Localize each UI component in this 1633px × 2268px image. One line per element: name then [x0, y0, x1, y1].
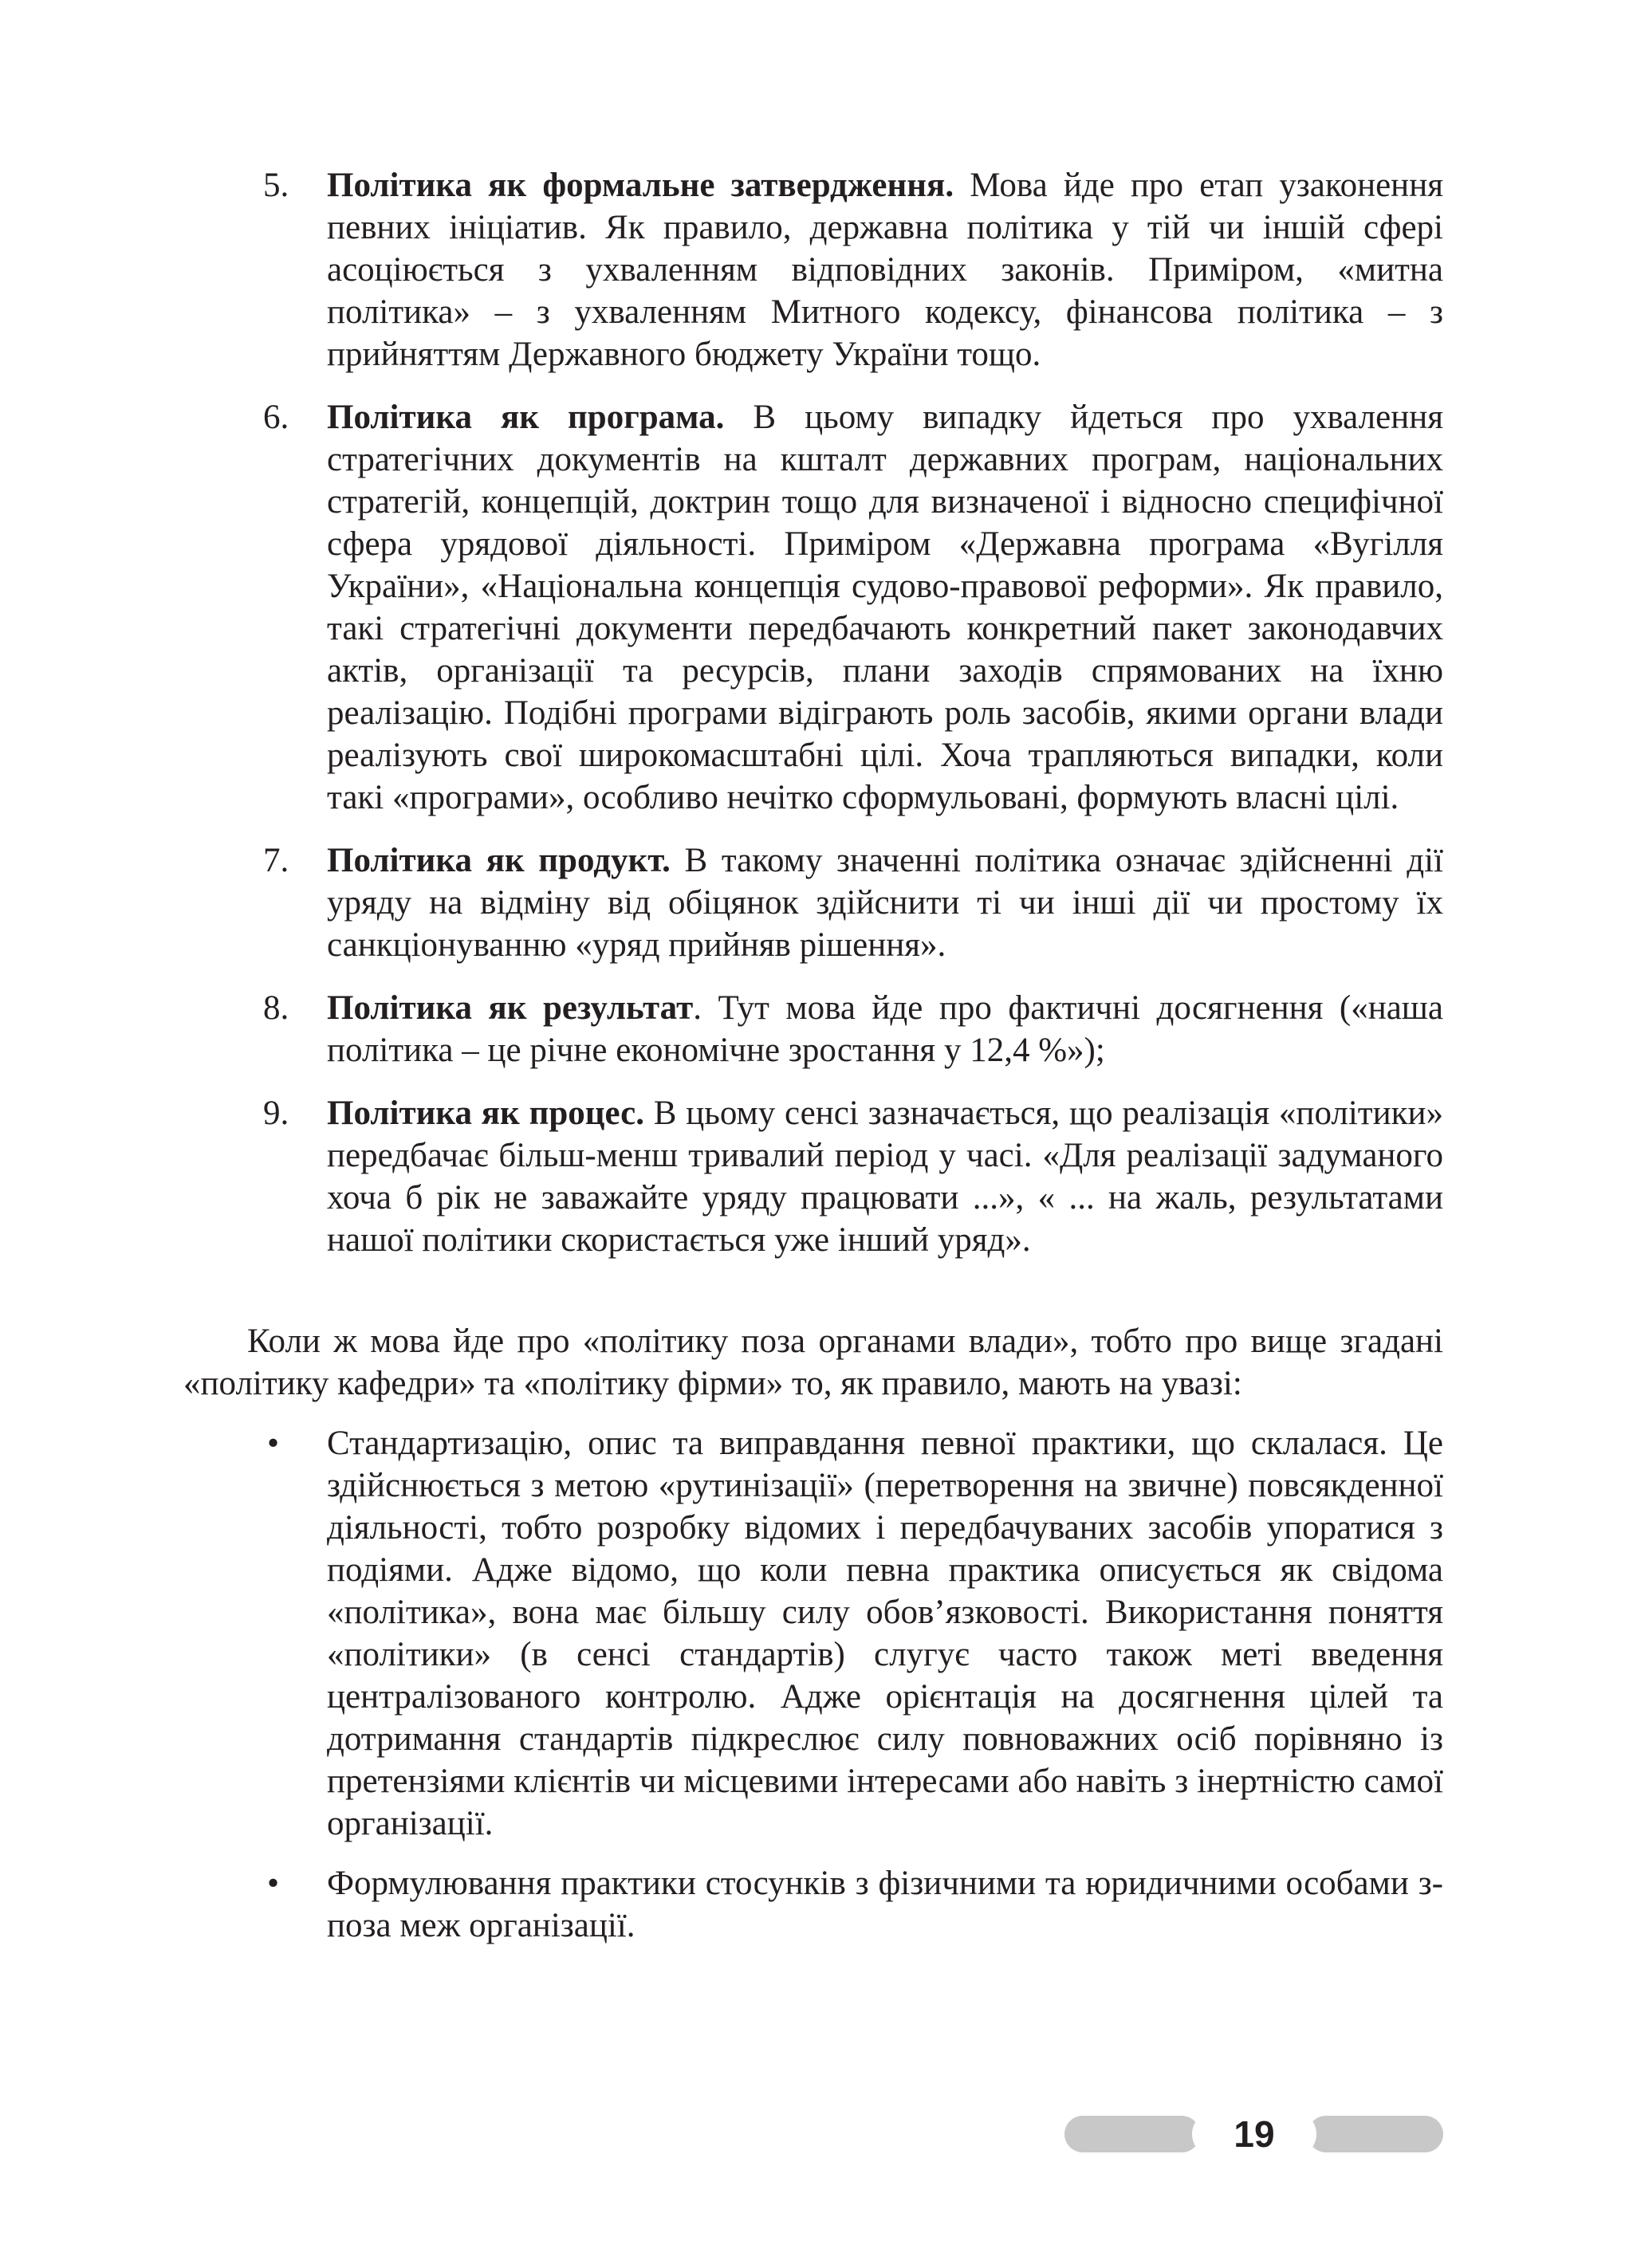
item-number: 6. — [263, 399, 289, 436]
numbered-item — [183, 164, 1443, 375]
item-text: В такому значенні політика означає здійсненні дії уряду на відміну від обіцянок здійснити ті чи інші дії чи простому їх санкціонуванню «уряд прийняв рішення». — [327, 842, 1443, 964]
bullet-item — [183, 1862, 1443, 1947]
item-title: Політика як продукт. — [327, 842, 671, 879]
numbered-item — [183, 987, 1443, 1071]
numbered-item — [183, 1092, 1443, 1261]
item-text: Мова йде про етап узаконення певних ініціатив. Як правило, державна політика у тій чи іншій сфері асоціюється з ухваленням відповідних законів. Приміром, «митна політика» – з ухваленням Митного кодексу, фінансова політика – з прийняттям Державного бюджету України тощо. — [327, 167, 1443, 373]
footer-bar-left — [1064, 2116, 1200, 2152]
item-number: 9. — [263, 1095, 289, 1132]
item-number: 8. — [263, 989, 289, 1027]
item-text: В цьому сенсі зазначається, що реалізація «політики» передбачає більш-менш тривалий період у часі. «Для реалізації задуманого хоча б рік не заважайте уряду працювати ...», « ... на жаль, результатами нашої політики скористається уже інший уряд». — [327, 1095, 1443, 1259]
page-number: 19 — [1192, 2111, 1316, 2157]
item-number: 5. — [263, 167, 289, 204]
bullet-item — [183, 1422, 1443, 1845]
main-text — [183, 164, 1443, 1964]
page-number-badge — [1064, 2111, 1443, 2157]
item-text: . Тут мова йде про фактичні досягнення («наша політика – це річне економічне зростання у 12,4 %»); — [327, 989, 1443, 1069]
numbered-item — [183, 396, 1443, 819]
item-title: Політика як програма. — [327, 399, 725, 436]
item-number: 7. — [263, 842, 289, 879]
bullet-text: Стандартизацію, опис та виправдання певної практики, що склалася. Це здійснюється з метою «рутинізації» (перетворення на звичне) повсякденної діяльності, тобто розробку відомих і передбачуваних засобів упоратися з подіями. Адже відомо, що коли певна практика описується як свідома «політика», вона має більшу силу обов’язковості. Використання поняття «політики» (в сенсі стандартів) слугує часто також меті введення централізованого контролю. Адже орієнтація на досягнення цілей та дотримання стандартів підкреслює силу повноважних осіб порівняно із претензіями клієнтів чи місцевими інтересами або навіть з інертністю самої організації. — [327, 1425, 1443, 1842]
footer-bar-right — [1308, 2116, 1443, 2152]
item-title: Політика як формальне затвердження. — [327, 167, 954, 204]
item-title: Політика як результат — [327, 989, 694, 1027]
bullet-icon: • — [267, 1865, 280, 1902]
item-text: В цьому випадку йдеться про ухвалення стратегічних документів на кшталт державних програм, національних стратегій, концепцій, доктрин тощо для визначеної і відносно специфічної сфера урядової діяльності. Приміром «Державна програма «Вугілля України», «Національна концепція судово-правової реформи». Як правило, такі стратегічні документи передбачають конкретний пакет законодавчих актів, організації та ресурсів, плани заходів спрямованих на їхню реалізацію. Подібні програми відіграють роль засобів, якими органи влади реалізують свої широкомасштабні цілі. Хоча трапляються випадки, коли такі «програми», особливо нечітко сформульовані, формують власні цілі. — [327, 399, 1443, 816]
bullet-icon: • — [267, 1425, 280, 1462]
body-paragraph: Коли ж мова йде про «політику поза органами влади», тобто про вище згадані «політику кафедри» та «політику фірми» то, як правило, мають на увазі: — [183, 1323, 1443, 1402]
numbered-item — [183, 839, 1443, 966]
item-title: Політика як процес. — [327, 1095, 644, 1132]
bullet-text: Формулювання практики стосунків з фізичними та юридичними особами з-поза меж організації. — [327, 1865, 1443, 1944]
